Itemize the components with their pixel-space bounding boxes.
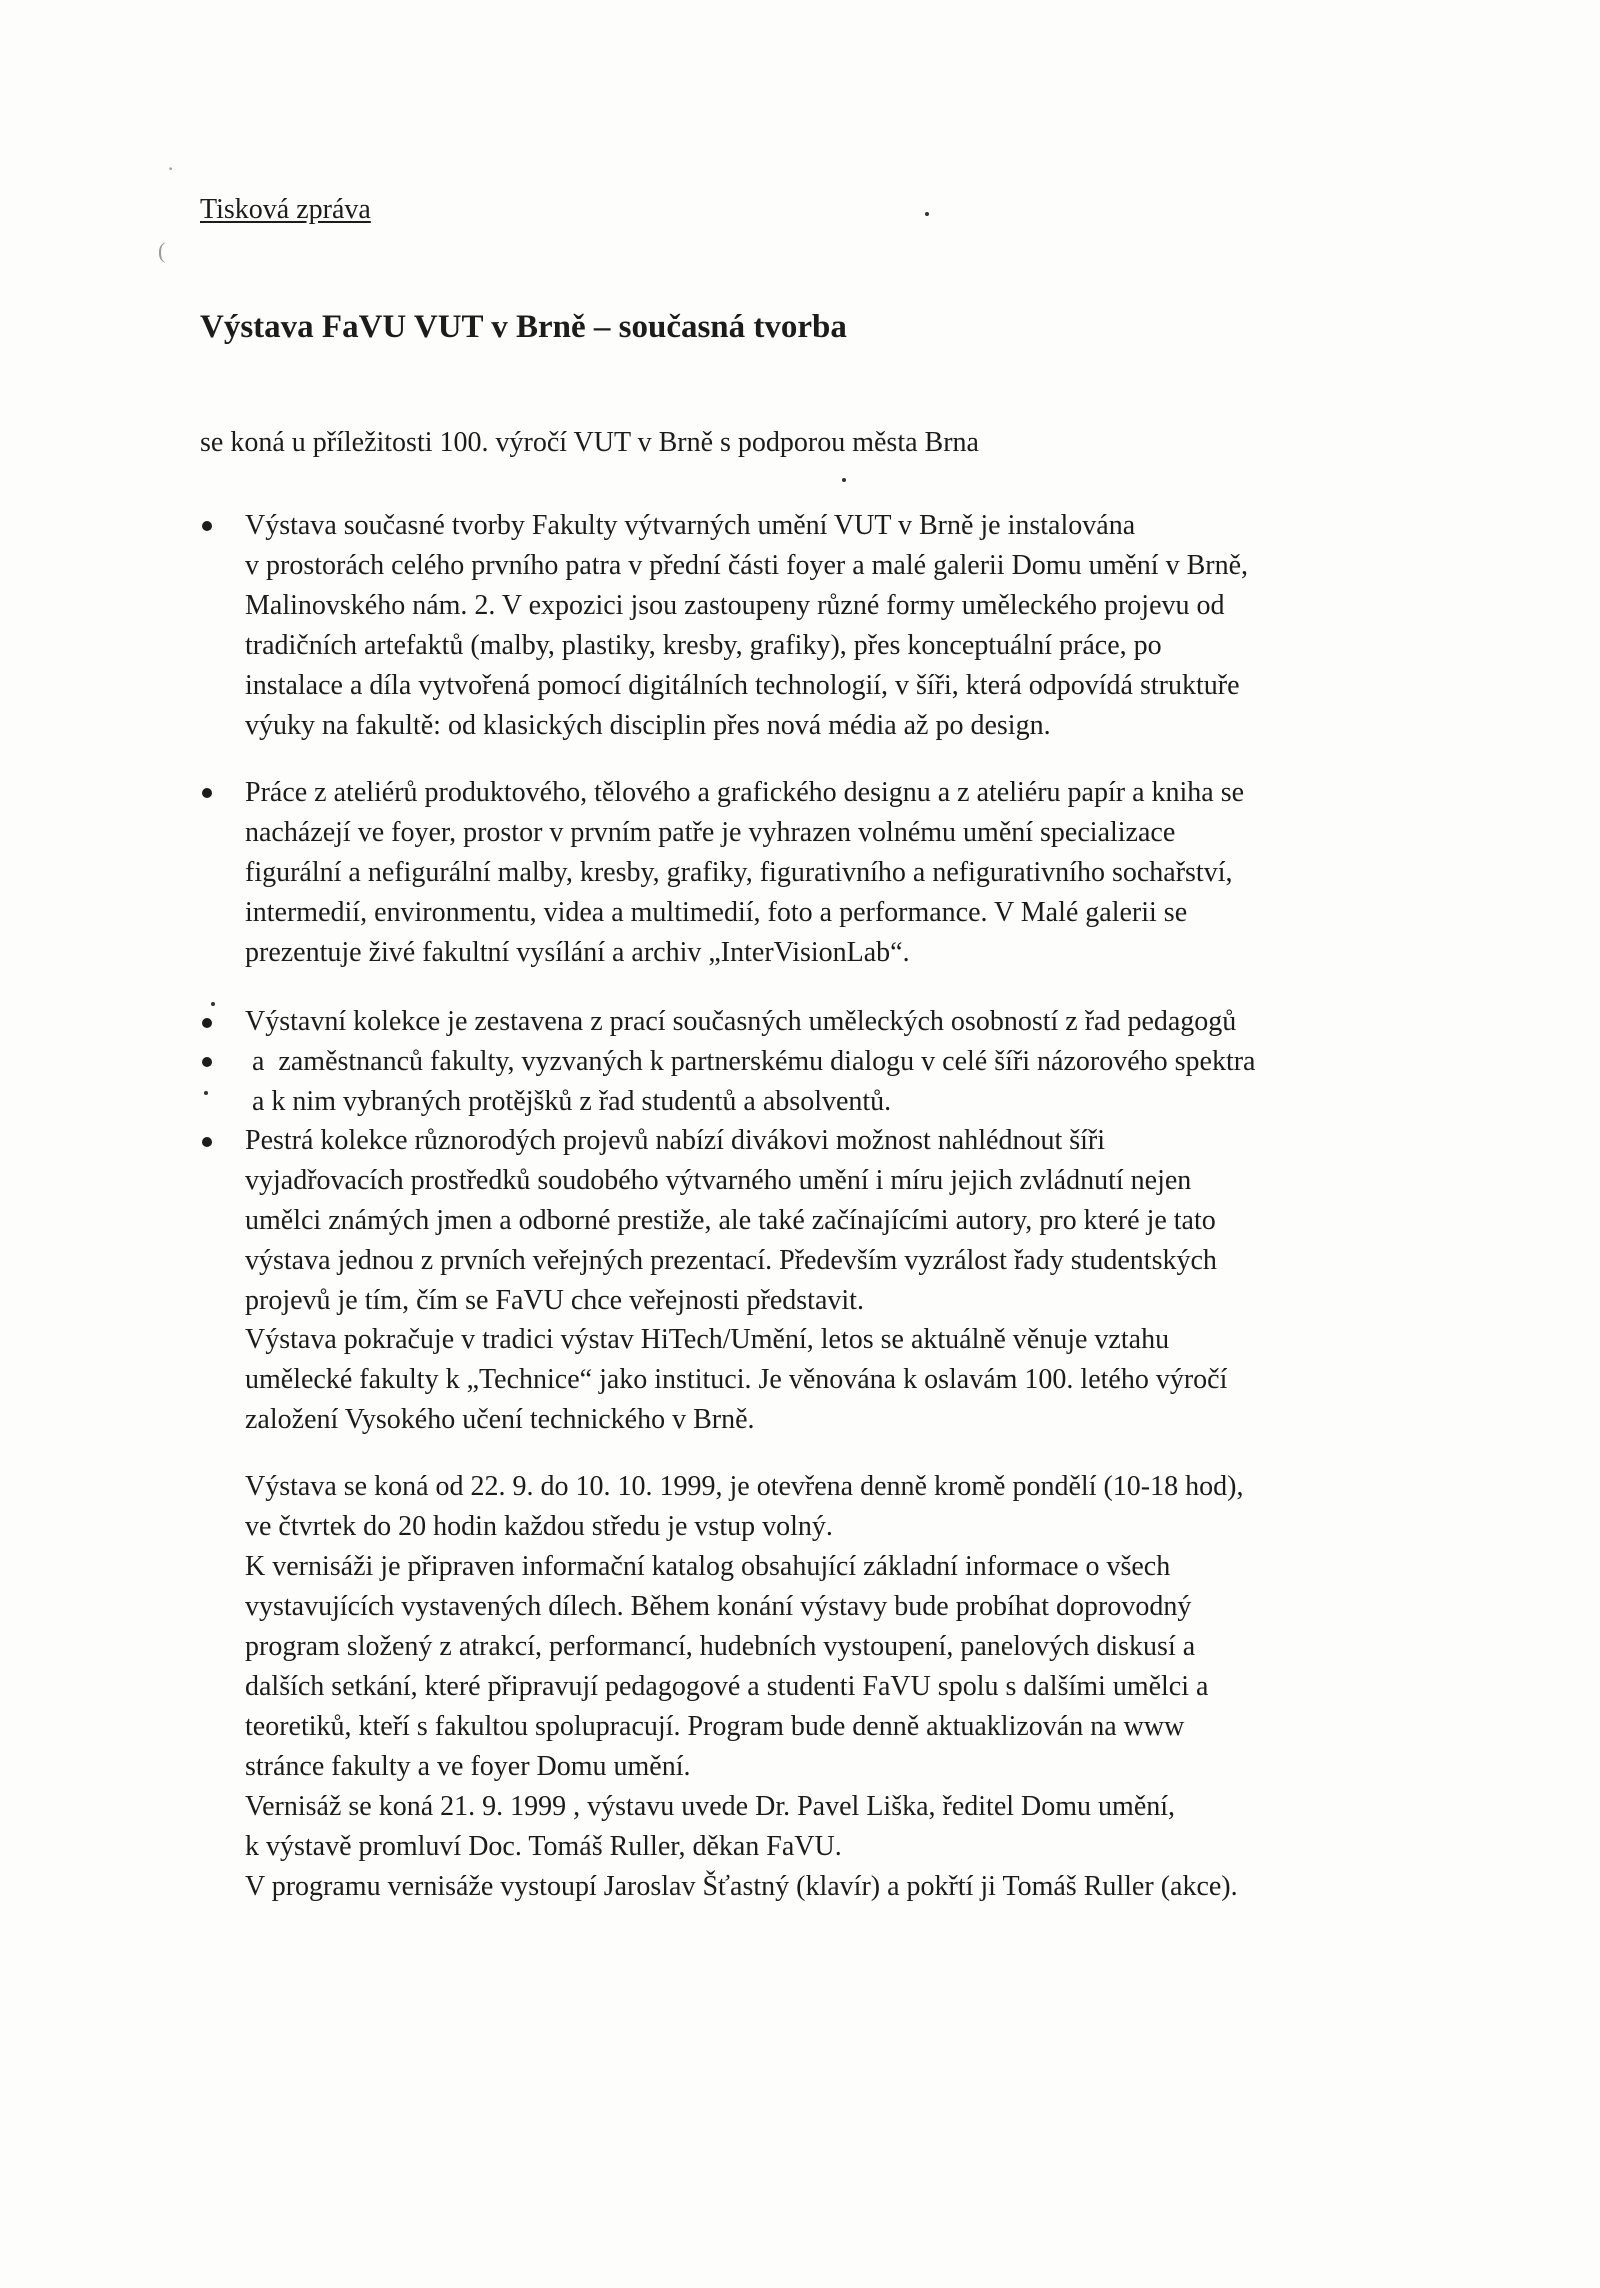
text-line: figurální a nefigurální malby, kresby, grafiky, figurativního a nefigurativního sochařství, [245,857,1233,888]
text-line: program složený z atrakcí, performancí, hudebních vystoupení, panelových diskusí a [245,1631,1196,1662]
text-line: ve čtvrtek do 20 hodin každou středu je vstup volný. [245,1511,833,1542]
scan-artifact-mark: ( [158,238,166,263]
text-line: Pestrá kolekce různorodých projevů nabízí divákovi možnost nahlédnout šíři [245,1125,1106,1156]
page-title: Výstava FaVU VUT v Brně – současná tvorba [200,309,847,345]
text-line: Vernisáž se koná 21. 9. 1999 , výstavu uvede Dr. Pavel Liška, ředitel Domu umění, [245,1791,1176,1822]
text-line: Výstava se koná od 22. 9. do 10. 10. 1999, je otevřena denně kromě pondělí (10-18 hod), [245,1471,1244,1502]
paragraph-tradition [245,1320,1425,1440]
bullet-icon [200,786,214,800]
paragraph-dates [245,1467,1425,1907]
text-line: teoretiků, kteří s fakultou spolupracují. Program bude denně aktuaklizován na www [245,1711,1185,1742]
text-line: a zaměstnanců fakulty, vyzvaných k partnerskému dialogu v celé šíři názorového spektra [245,1046,1256,1077]
bullet-icon [200,1135,214,1149]
scan-artifact-mark: · [167,156,175,181]
text-line: umělecké fakulty k „Technice“ jako instituci. Je věnována k oslavám 100. letého výročí [245,1364,1228,1395]
text-line: stránce fakulty a ve foyer Domu umění. [245,1751,691,1782]
text-line: intermedií, environmentu, videa a multimedií, foto a performance. V Malé galerii se [245,897,1188,928]
bullet-icon [200,519,214,533]
text-line: K vernisáži je připraven informační katalog obsahující základní informace o všech [245,1551,1171,1582]
text-line: umělci známých jmen a odborné prestiže, ale také začínajícími autory, pro které je tato [245,1205,1216,1236]
list-item [245,1121,1425,1321]
text-line: Výstava současné tvorby Fakulty výtvarných umění VUT v Brně je instalována [245,510,1136,541]
list-item [245,1002,1425,1122]
text-line: Výstavní kolekce je zestavena z prací současných uměleckých osobností z řad pedagogů [245,1006,1237,1037]
list-item [245,506,1425,746]
text-line: vystavujících vystavených dílech. Během konání výstavy bude probíhat doprovodný [245,1591,1192,1622]
text-line: Výstava pokračuje v tradici výstav HiTech/Umění, letos se aktuálně věnuje vztahu [245,1324,1170,1355]
text-line: Malinovského nám. 2. V expozici jsou zastoupeny různé formy uměleckého projevu od [245,590,1225,621]
text-line: nacházejí ve foyer, prostor v prvním patře je vyhrazen volnému umění specializace [245,817,1176,848]
text-line: prezentuje živé fakultní vysílání a archiv „InterVisionLab“. [245,937,910,968]
scan-artifact-dot [204,1091,208,1095]
text-line: v prostorách celého prvního patra v přední části foyer a malé galerii Domu umění v Brně, [245,550,1248,581]
document-type-label: Tisková zpráva [200,194,371,225]
text-line: vyjadřovacích prostředků soudobého výtvarného umění i míru jejich zvládnutí nejen [245,1165,1192,1196]
text-line: projevů je tím, čím se FaVU chce veřejnosti představit. [245,1285,864,1316]
bullet-icon [200,1016,214,1030]
scan-artifact-dot [842,478,846,482]
scan-artifact-dot [925,212,929,216]
list-item [245,773,1425,973]
text-line: V programu vernisáže vystoupí Jaroslav Šťastný (klavír) a pokřtí ji Tomáš Ruller (akce). [245,1871,1238,1902]
text-line: založení Vysokého učení technického v Brně. [245,1404,755,1435]
text-line: dalších setkání, které připravují pedagogové a studenti FaVU spolu s dalšími umělci a [245,1671,1209,1702]
text-line: instalace a díla vytvořená pomocí digitálních technologií, v šíři, která odpovídá struktuře [245,670,1240,701]
bullet-icon [200,1055,214,1069]
text-line: Práce z ateliérů produktového, tělového a grafického designu a z ateliéru papír a kniha se [245,777,1245,808]
text-line: výuky na fakultě: od klasických disciplin přes nová média až po design. [245,710,1051,741]
text-line: k výstavě promluví Doc. Tomáš Ruller, děkan FaVU. [245,1831,842,1862]
subtitle: se koná u příležitosti 100. výročí VUT v Brně s podporou města Brna [200,427,979,458]
text-line: výstava jednou z prvních veřejných prezentací. Především vyzrálost řady studentských [245,1245,1217,1276]
scan-artifact-dot [211,1002,215,1006]
text-line: a k nim vybraných protějšků z řad studentů a absolventů. [245,1086,892,1117]
text-line: tradičních artefaktů (malby, plastiky, kresby, grafiky), přes konceptuální práce, po [245,630,1162,661]
